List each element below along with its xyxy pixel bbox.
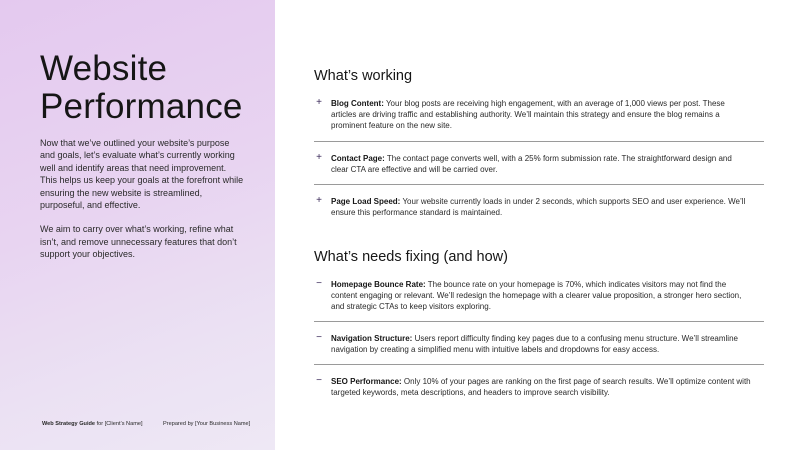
list-item-text bbox=[331, 196, 751, 218]
list-item-text bbox=[331, 153, 751, 175]
plus-icon: + bbox=[316, 97, 322, 108]
list-item-label: Homepage Bounce Rate: bbox=[331, 280, 426, 289]
section-heading-fixing: What’s needs fixing (and how) bbox=[314, 249, 508, 265]
list-item-text bbox=[331, 98, 751, 131]
page-title-line-1: Website bbox=[40, 49, 168, 88]
footer bbox=[42, 421, 272, 427]
divider bbox=[314, 184, 764, 185]
list-item-description: The contact page converts well, with a 25% form submission rate. The straightforward design and clear CTA are effective and will be carried over. bbox=[331, 154, 732, 174]
list-item-description: Your website currently loads in under 2 seconds, which supports SEO and user experience. We’ll ensure this performance standard is maintained. bbox=[331, 197, 746, 217]
footer-guide bbox=[42, 421, 143, 427]
divider bbox=[314, 141, 764, 142]
list-item-text bbox=[331, 376, 751, 398]
list-item-text bbox=[331, 333, 751, 355]
divider bbox=[314, 364, 764, 365]
list-item-description: Users report difficulty finding key pages due to a confusing menu structure. We’ll streamline navigation by creating a simplified menu with intuitive labels and dropdowns for easy access. bbox=[331, 334, 738, 354]
divider bbox=[314, 321, 764, 322]
list-item-description: Your blog posts are receiving high engagement, with an average of 1,000 views per post. These articles are driving traffic and establishing authority. We’ll maintain this strategy and ensure the blog remains a prominent feature on the new site. bbox=[331, 99, 725, 130]
intro-text bbox=[40, 137, 245, 273]
page-title bbox=[40, 50, 243, 126]
intro-paragraph-2: We aim to carry over what’s working, refine what isn’t, and remove unnecessary features that don’t support your objectives. bbox=[40, 224, 237, 260]
list-item-label: SEO Performance: bbox=[331, 377, 402, 386]
list-item-description: Only 10% of your pages are ranking on the first page of search results. We’ll optimize content with targeted keywords, meta descriptions, and headers to improve search visibility. bbox=[331, 377, 751, 397]
minus-icon: − bbox=[316, 332, 322, 343]
footer-guide-title: Web Strategy Guide bbox=[42, 421, 96, 427]
plus-icon: + bbox=[316, 195, 322, 206]
section-heading-working: What’s working bbox=[314, 68, 413, 84]
minus-icon: − bbox=[316, 375, 322, 386]
list-item-description: The bounce rate on your homepage is 70%, which indicates visitors may not find the content engaging or relevant. We’ll redesign the homepage with a clearer value proposition, a stronger hero section, and strategic CTAs to keep visitors exploring. bbox=[331, 280, 742, 311]
left-panel bbox=[0, 0, 275, 450]
footer-prepared-by: Prepared by [Your Business Name] bbox=[163, 421, 251, 427]
list-item-label: Blog Content: bbox=[331, 99, 384, 108]
list-item-label: Navigation Structure: bbox=[331, 334, 413, 343]
list-item-label: Contact Page: bbox=[331, 154, 385, 163]
list-item-label: Page Load Speed: bbox=[331, 197, 401, 206]
intro-paragraph-1: Now that we’ve outlined your website’s purpose and goals, let’s evaluate what’s currently working well and identify areas that need improvement. This helps us keep your goals at the forefront while ensuring the new website is streamlined, purposeful, and effective. bbox=[40, 138, 244, 211]
list-item-text bbox=[331, 279, 751, 312]
page-title-line-2: Performance bbox=[40, 87, 243, 126]
plus-icon: + bbox=[316, 152, 322, 163]
minus-icon: − bbox=[316, 278, 322, 289]
footer-guide-client: for [Client’s Name] bbox=[95, 421, 143, 427]
